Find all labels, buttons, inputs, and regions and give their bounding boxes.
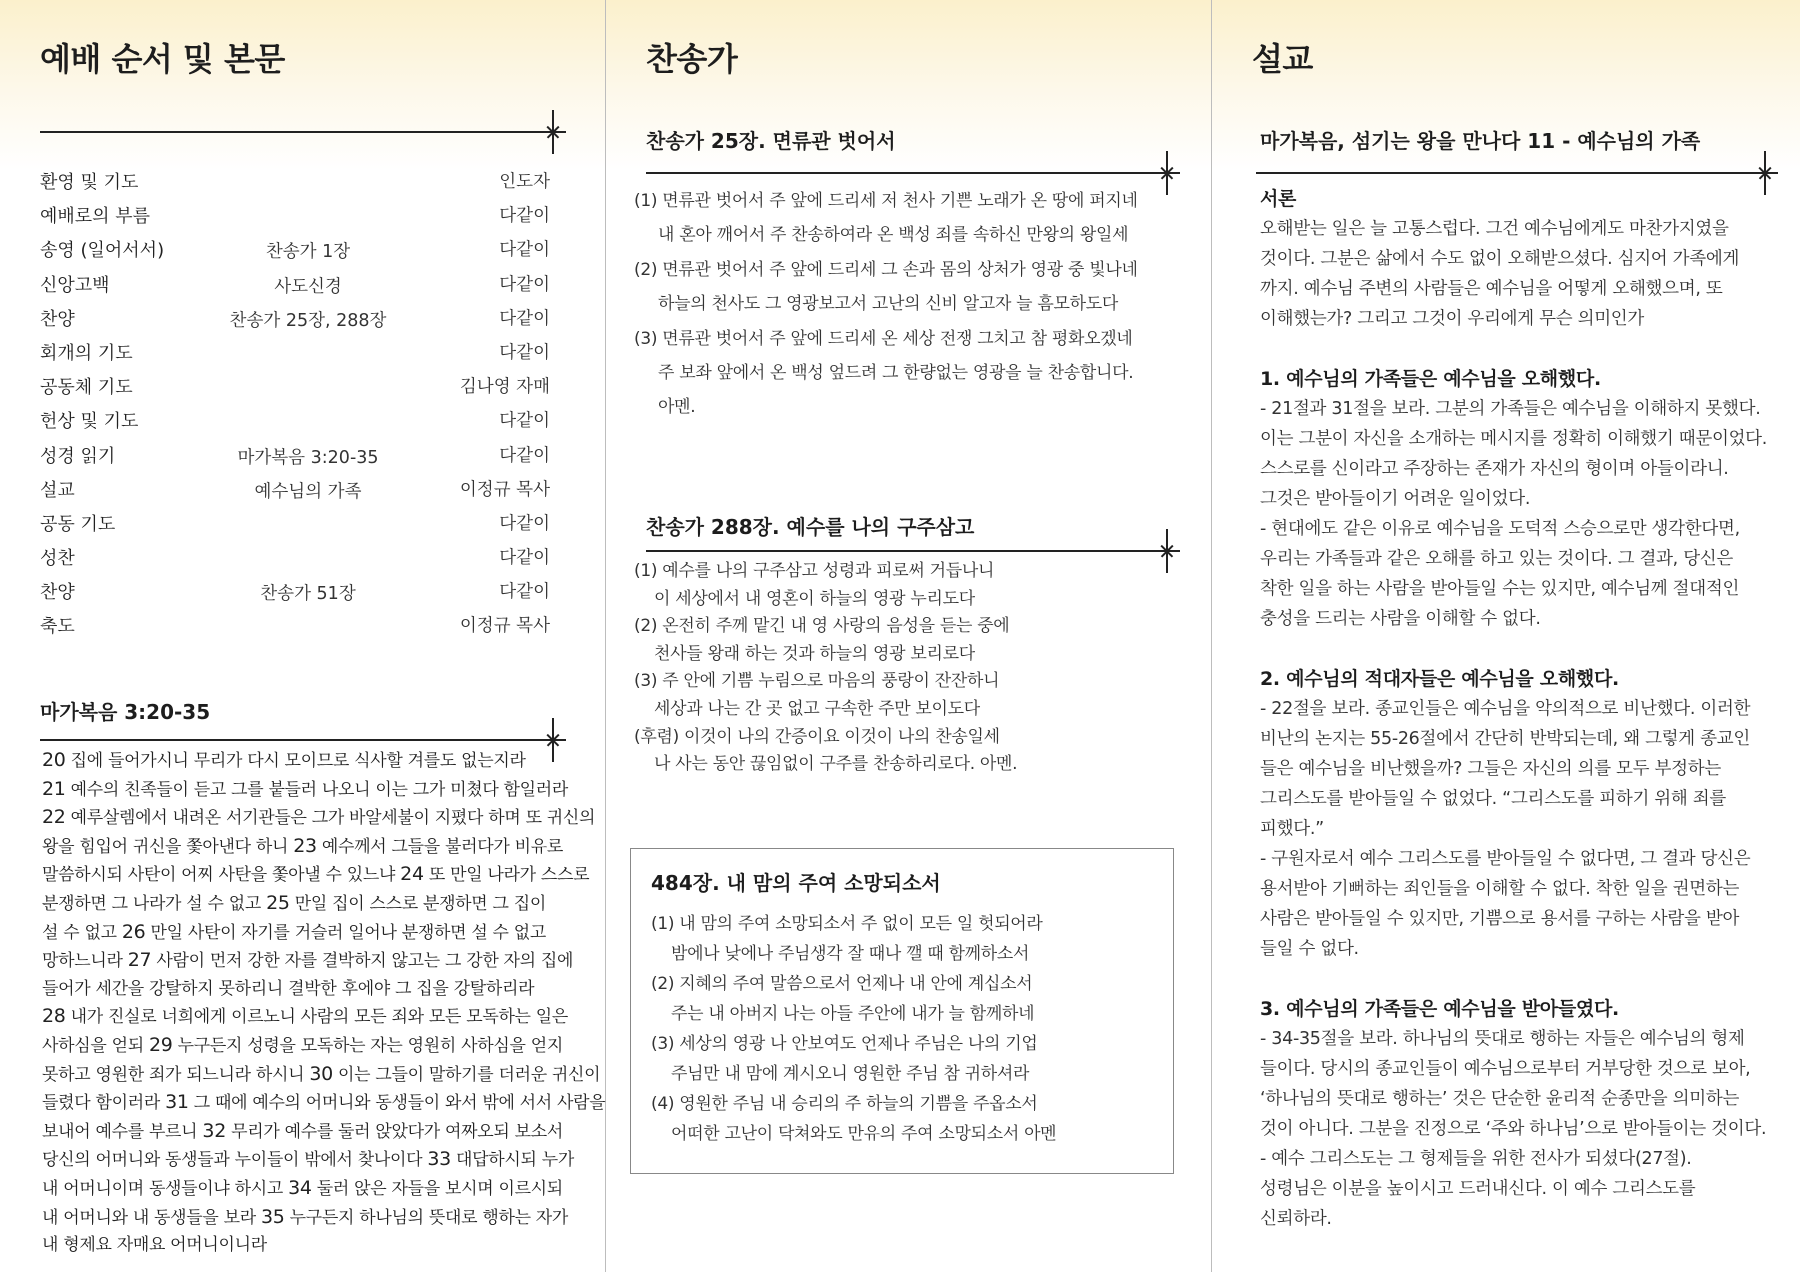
sermon-line: 들이다. 당시의 종교인들이 예수님으로부터 거부당한 것으로 보아,: [1260, 1059, 1751, 1079]
verse-text: 분쟁하면 그 나라가 설 수 없고: [42, 893, 267, 914]
verse-number: 28: [42, 1005, 66, 1028]
scripture-line: [42, 947, 598, 976]
lyric-line: (1) 면류관 벗어서 주 앞에 드리세 저 천사 기쁜 노래가 온 땅에 퍼지네: [634, 191, 1138, 211]
hymns-title: 찬송가: [646, 40, 738, 78]
sermon-line: 들일 수 없다.: [1260, 939, 1359, 959]
sermon-line: - 예수 그리스도는 그 형제들을 위한 전사가 되셨다(27절).: [1260, 1149, 1692, 1169]
star-ornament-icon: [1154, 151, 1180, 195]
order-row: [40, 612, 550, 646]
verse-text: 들어가 세간을 강탈하지 못하리니 결박한 후에야 그 집을 강탈하리라: [42, 978, 535, 999]
sermon-line: - 현대에도 같은 이유로 예수님을 도덕적 스승으로만 생각한다면,: [1260, 519, 1740, 539]
order-item-name: 예배로의 부름: [40, 206, 151, 228]
verse-text: 누구든지 하나님의 뜻대로 행하는 자가: [284, 1207, 569, 1228]
scripture-line: [42, 1146, 598, 1175]
scripture-line: [42, 1089, 606, 1118]
sermon-line: 이는 그분이 자신을 소개하는 메시지를 정확히 이해했기 때문이었다.: [1260, 429, 1768, 449]
order-item-name: 찬양: [40, 582, 75, 604]
verse-text: 그 때에 예수의 어머니와 동생들이 와서 밖에 서서 사람을: [188, 1093, 606, 1114]
verse-text: 누구든지 성령을 모독하는 자는 영원히 사하심을 얻지: [172, 1035, 563, 1056]
lyric-line: (1) 내 맘의 주여 소망되소서 주 없이 모든 일 헛되어라: [651, 914, 1043, 934]
verse-text: 내가 진실로 너희에게 이르노니 사람의 모든 죄와 모든 모독하는 일은: [65, 1007, 569, 1028]
divider-rule: [646, 550, 1168, 552]
order-item-leader: 다같이: [499, 445, 550, 466]
hymn3-box: [630, 848, 1174, 1174]
order-row: [40, 271, 550, 305]
verse-number: 27: [127, 949, 152, 972]
hymns-column: [606, 0, 1212, 1272]
lyric-line: (2) 면류관 벗어서 주 앞에 드리세 그 손과 몸의 상처가 영광 중 빛나네: [634, 259, 1138, 280]
verse-text: 보내어 예수를 부르니: [42, 1121, 203, 1142]
verse-number: 32: [202, 1119, 226, 1142]
lyric-line: (3) 면류관 벗어서 주 앞에 드리세 온 세상 전쟁 그치고 참 평화오겠네: [634, 328, 1133, 349]
order-item-leader: 다같이: [499, 342, 550, 363]
verse-text: 들렸다 함이러라: [42, 1093, 166, 1114]
scripture-line: [42, 1204, 598, 1233]
sermon-line: 성령님은 이분을 높이시고 드러내신다. 이 예수 그리스도를: [1260, 1179, 1696, 1199]
verse-number: 25: [266, 891, 290, 914]
order-row: [40, 305, 550, 339]
order-item-name: 신앙고백: [40, 274, 110, 296]
scripture-line: [42, 747, 598, 776]
lyric-line: (3) 세상의 영광 나 안보여도 언제나 주님은 나의 기업: [651, 1034, 1038, 1054]
lyric-line: (2) 온전히 주께 맡긴 내 영 사랑의 음성을 듣는 중에: [634, 616, 1010, 637]
lyric-line: (후렴) 이것이 나의 간증이요 이것이 나의 찬송일세: [634, 726, 1000, 747]
order-item-reference: 찬송가 25장, 288장: [229, 310, 387, 331]
order-item-reference: 마가복음 3:20-35: [237, 447, 379, 468]
verse-text: 또 만일 나라가 스스로: [423, 865, 590, 886]
verse-text: 만일 집이 스스로 분쟁하면 그 집이: [289, 893, 547, 914]
order-item-reference: 예수님의 가족: [254, 481, 362, 502]
lyric-line: 내 혼아 깨어서 주 찬송하여라 온 백성 죄를 속하신 만왕의 왕일세: [658, 225, 1129, 246]
order-row: [40, 578, 550, 612]
verse-text: 못하고 영원한 죄가 되느니라 하시니: [42, 1064, 310, 1085]
paragraph-gap: [1260, 334, 1790, 364]
lyric-line: 세상과 나는 간 곳 없고 구속한 주만 보이도다: [654, 698, 980, 719]
lyric-line: 천사들 왕래 하는 것과 하늘의 영광 보리로다: [654, 643, 975, 664]
divider-rule: [40, 739, 554, 741]
divider-rule: [646, 172, 1168, 174]
sermon-line: 착한 일을 하는 사람을 받아들일 수는 있지만, 예수님께 절대적인: [1260, 579, 1740, 599]
sermon-line: 것이다. 그분은 삶에서 수도 없이 오해받으셨다. 심지어 가족에게: [1260, 249, 1740, 269]
order-row: [40, 339, 550, 373]
sermon-line: ‘하나님의 뜻대로 행하는’ 것은 단순한 윤리적 순종만을 의미하는: [1260, 1089, 1740, 1109]
verse-number: 29: [148, 1033, 173, 1056]
paragraph-gap: [1260, 964, 1790, 994]
verse-text: 왕을 힘입어 귀신을 쫓아낸다 하니: [42, 836, 294, 857]
star-ornament-icon: [540, 110, 566, 154]
sermon-line: 오해받는 일은 늘 고통스럽다. 그건 예수님에게도 마찬가지였을: [1260, 219, 1729, 239]
verse-text: 예루살렘에서 내려온 서기관들은 그가 바알세불이 지폈다 하며 또 귀신의: [65, 808, 596, 829]
verse-number: 33: [427, 1148, 451, 1171]
scripture-line: [42, 919, 598, 948]
sermon-line: - 34-35절을 보라. 하나님의 뜻대로 행하는 자들은 예수님의 형제: [1260, 1029, 1745, 1049]
hymn2-title: 찬송가 288장. 예수를 나의 구주삼고: [646, 515, 975, 539]
verse-number: 20: [42, 749, 66, 771]
verse-text: 집에 들어가시니 무리가 다시 모이므로 식사할 겨를도 없는지라: [65, 751, 526, 771]
scripture-line: [42, 1175, 598, 1204]
lyric-line: 나 사는 동안 끊임없이 구주를 찬송하리로다. 아멘.: [654, 754, 1018, 775]
order-item-name: 회개의 기도: [40, 342, 133, 364]
order-row: [40, 202, 550, 236]
order-item-name: 헌상 및 기도: [40, 411, 139, 433]
order-item-name: 설교: [40, 479, 75, 501]
order-item-leader: 다같이: [499, 308, 550, 329]
sermon-line: 충성을 드리는 사람을 이해할 수 없다.: [1260, 609, 1541, 629]
sermon-line: 우리는 가족들과 같은 오해를 하고 있는 것이다. 그 결과, 당신은: [1260, 549, 1734, 569]
lyric-line: 이 세상에서 내 영혼이 하늘의 영광 누리도다: [654, 588, 975, 609]
order-item-leader: 다같이: [499, 548, 550, 569]
scripture-line: [42, 804, 598, 833]
sermon-line: 것이 아니다. 그분을 진정으로 ‘주와 하나님’으로 받아들이는 것이다.: [1260, 1119, 1767, 1139]
hymn3-lyrics: [651, 909, 1056, 1149]
verse-text: 내 형제요 자매요 어머니이니라: [42, 1235, 267, 1256]
lyric-line: (2) 지혜의 주여 말씀으로서 언제나 내 안에 계십소서: [651, 974, 1033, 994]
sermon-heading: 1. 예수님의 가족들은 예수님을 오해했다.: [1260, 368, 1601, 390]
order-row: [40, 373, 550, 407]
scripture-line: [42, 1061, 601, 1090]
sermon-line: 신뢰하라.: [1260, 1209, 1332, 1229]
order-item-reference: 찬송가 51장: [260, 584, 356, 605]
hymn3-title: 484장. 내 맘의 주여 소망되소서: [651, 871, 941, 895]
lyric-line: 주는 내 아버지 나는 아들 주안에 내가 늘 함께하네: [671, 1004, 1035, 1024]
verse-number: 24: [400, 863, 424, 886]
verse-text: 당신의 어머니와 동생들과 누이들이 밖에서 찾나이다: [42, 1150, 428, 1171]
lyric-line: (4) 영원한 주님 내 승리의 주 하늘의 기쁨을 주옵소서: [651, 1094, 1038, 1114]
order-row: [40, 510, 550, 544]
verse-text: 내 어머니와 내 동생들을 보라: [42, 1207, 261, 1228]
scripture-line: [42, 890, 598, 919]
verse-number: 30: [309, 1062, 333, 1085]
verse-text: 사하심을 얻되: [42, 1035, 149, 1056]
scripture-line: [42, 833, 598, 862]
sermon-line: 그리스도를 받아들일 수 없었다. “그리스도를 피하기 위해 죄를: [1260, 789, 1726, 809]
order-item-name: 축도: [40, 616, 75, 638]
order-item-leader: 다같이: [499, 274, 550, 295]
order-item-leader: 다같이: [499, 411, 550, 432]
sermon-line: 들은 예수님을 비난했을까? 그들은 자신의 의를 모두 부정하는: [1260, 759, 1721, 779]
order-row: [40, 442, 550, 476]
sermon-line: 스스로를 신이라고 주장하는 존재가 자신의 형이며 아들이라니.: [1260, 459, 1729, 479]
order-item-leader: 이정규 목사: [459, 616, 550, 637]
sermon-line: 용서받아 기뻐하는 죄인들을 이해할 수 없다. 착한 일을 권면하는: [1260, 879, 1740, 899]
star-ornament-icon: [1154, 529, 1180, 573]
lyric-line: (1) 예수를 나의 구주삼고 성령과 피로써 거듭나니: [634, 561, 995, 581]
scripture-line: [42, 1003, 598, 1032]
order-item-name: 성경 읽기: [40, 445, 116, 467]
sermon-title: 설교: [1252, 40, 1313, 78]
sermon-line: 피했다.”: [1260, 819, 1324, 839]
verse-number: 31: [165, 1091, 189, 1114]
divider-rule: [40, 131, 554, 133]
order-row: [40, 407, 550, 441]
order-row: [40, 168, 550, 202]
order-item-name: 찬양: [40, 308, 75, 330]
lyric-line: 주님만 내 맘에 계시오니 영원한 주님 참 귀하셔라: [671, 1064, 1030, 1084]
order-item-leader: 다같이: [499, 513, 550, 534]
verse-text: 예수께서 그들을 불러다가 비유로: [316, 836, 563, 857]
scripture-line: [42, 1032, 598, 1061]
order-item-name: 성찬: [40, 548, 75, 570]
scripture-title: 마가복음 3:20-35: [40, 700, 211, 724]
scripture-line: [42, 861, 598, 890]
lyric-line: 하늘의 천사도 그 영광보고서 고난의 신비 알고자 늘 흠모하도다: [658, 294, 1119, 315]
sermon-heading: 2. 예수님의 적대자들은 예수님을 오해했다.: [1260, 668, 1619, 690]
order-item-reference: 사도신경: [274, 276, 342, 297]
lyric-line: 밤에나 낮에나 주님생각 잘 때나 깰 때 함께하소서: [671, 944, 1030, 964]
paragraph-gap: [1260, 634, 1790, 664]
sermon-heading: 서론: [1260, 188, 1297, 210]
divider-rule: [1256, 172, 1766, 174]
order-row: [40, 476, 550, 510]
lyric-line: 어떠한 고난이 닥쳐와도 만유의 주여 소망되소서 아멘: [671, 1124, 1057, 1144]
order-item-name: 송영 (일어서서): [40, 240, 165, 262]
order-row: [40, 236, 550, 270]
scripture-line: [42, 976, 598, 1004]
order-item-leader: 다같이: [499, 240, 550, 261]
verse-text: 둘러 앉은 자들을 보시며 이르시되: [311, 1178, 563, 1199]
verse-text: 사람이 먼저 강한 자를 결박하지 않고는 그 강한 자의 집에: [151, 951, 574, 972]
sermon-subtitle: 마가복음, 섬기는 왕을 만나다 11 - 예수님의 가족: [1260, 129, 1701, 153]
sermon-line: 사람은 받아들일 수 있지만, 기쁨으로 용서를 구하는 사람을 받아: [1260, 909, 1740, 929]
verse-text: 만일 사탄이 자기를 거슬러 일어나 분쟁하면 설 수 없고: [145, 922, 547, 943]
order-title: 예배 순서 및 본문: [40, 40, 285, 78]
verse-text: 설 수 없고: [42, 922, 122, 943]
sermon-text: [1260, 184, 1790, 1234]
verse-text: 예수의 친족들이 듣고 그를 붙들러 나오니 이는 그가 미쳤다 함일러라: [65, 779, 569, 800]
verse-text: 망하느니라: [42, 951, 128, 972]
order-item-leader: 인도자: [499, 172, 550, 192]
sermon-line: 그것은 받아들이기 어려운 일이었다.: [1260, 489, 1531, 509]
scripture-text: [42, 747, 606, 1260]
order-item-reference: 찬송가 1장: [265, 242, 351, 263]
order-item-name: 환영 및 기도: [40, 172, 139, 193]
verse-text: 내 어머니이며 동생들이냐 하시고: [42, 1178, 289, 1199]
sermon-line: - 21절과 31절을 보라. 그분의 가족들은 예수님을 이해하지 못했다.: [1260, 399, 1761, 419]
sermon-line: - 22절을 보라. 종교인들은 예수님을 악의적으로 비난했다. 이러한: [1260, 699, 1751, 719]
sermon-line: - 구원자로서 예수 그리스도를 받아들일 수 없다면, 그 결과 당신은: [1260, 849, 1751, 869]
order-item-leader: 이정규 목사: [459, 479, 550, 500]
hymn1-title: 찬송가 25장. 면류관 벗어서: [646, 129, 896, 153]
sermon-line: 비난의 논지는 55-26절에서 간단히 반박되는데, 왜 그렇게 종교인: [1260, 729, 1750, 749]
verse-text: 이는 그들이 말하기를 더러운 귀신이: [332, 1064, 601, 1085]
order-column: [0, 0, 606, 1272]
verse-number: 35: [260, 1205, 285, 1228]
sermon-line: 이해했는가? 그리고 그것이 우리에게 무슨 의미인가: [1260, 309, 1645, 329]
order-list: [40, 168, 550, 647]
lyric-line: (3) 주 안에 기쁨 누림으로 마음의 풍랑이 잔잔하니: [634, 671, 1000, 692]
hymn1-lyrics: [634, 184, 1138, 425]
lyric-line: 주 보좌 앞에서 온 백성 엎드려 그 한량없는 영광을 늘 찬송합니다.: [658, 363, 1134, 384]
scripture-line: [42, 776, 598, 805]
sermon-column: [1212, 0, 1800, 1272]
order-item-leader: 김나영 자매: [459, 377, 550, 398]
order-item-leader: 다같이: [499, 206, 550, 227]
verse-text: 대답하시되 누가: [450, 1150, 574, 1171]
order-item-leader: 다같이: [499, 582, 550, 603]
scripture-line: [42, 1232, 598, 1260]
order-item-name: 공동 기도: [40, 513, 116, 535]
verse-number: 23: [293, 834, 317, 857]
hymn2-lyrics: [634, 558, 1017, 779]
sermon-heading: 3. 예수님의 가족들은 예수님을 받아들였다.: [1260, 998, 1619, 1020]
verse-number: 21: [42, 777, 66, 800]
sermon-line: 까지. 예수님 주변의 사람들은 예수님을 어떻게 오해했으며, 또: [1260, 279, 1723, 299]
verse-number: 22: [42, 806, 66, 829]
order-item-name: 공동체 기도: [40, 377, 133, 399]
verse-number: 26: [121, 920, 146, 943]
lyric-line: 아멘.: [658, 397, 696, 418]
verse-text: 말씀하시되 사탄이 어찌 사탄을 쫓아낼 수 있느냐: [42, 865, 401, 886]
verse-number: 34: [288, 1176, 312, 1199]
scripture-line: [42, 1118, 598, 1147]
verse-text: 무리가 예수를 둘러 앉았다가 여짜오되 보소서: [226, 1121, 563, 1142]
order-row: [40, 544, 550, 578]
